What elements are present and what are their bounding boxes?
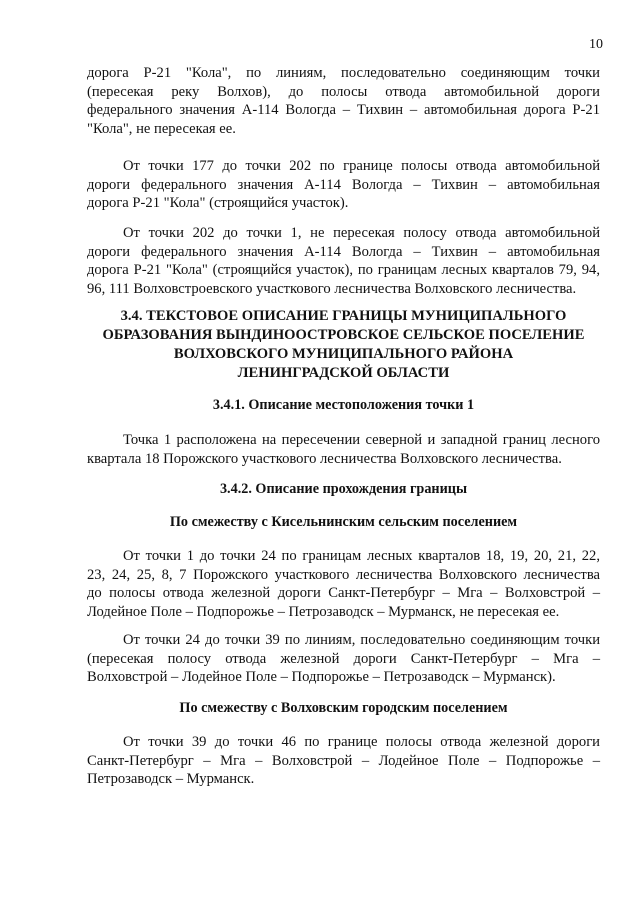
- paragraph-point-24-39: [87, 631, 600, 687]
- text-line: (пересекая полосу отвода железной дороги Санкт-Петербург – Мга –: [87, 650, 600, 667]
- heading-line: ЛЕНИНГРАДСКОЙ ОБЛАСТИ: [237, 365, 450, 381]
- text-line: От точки 177 до точки 202 по границе полосы отвода автомобильной: [123, 158, 600, 174]
- text-line: Петрозаводск – Мурманск.: [87, 771, 255, 788]
- text-line: 96, 111 Волховстроевского участкового лесничества Волховского лесничества.: [87, 280, 577, 297]
- text-line: дорога Р-21 "Кола" (строящийся участок).: [87, 195, 349, 212]
- paragraph-point-177-202: [87, 157, 600, 213]
- text-line: дорога Р-21 "Кола", по линиям, последовательно соединяющим точки: [87, 65, 600, 81]
- text-line: до полосы отвода железной дороги Санкт-Петербург – Мга – Волховстрой –: [87, 585, 600, 602]
- text-line: От точки 202 до точки 1, не пересекая полосу отвода автомобильной: [123, 225, 600, 241]
- text-line: От точки 39 до точки 46 по границе полосы отвода железной дороги: [123, 734, 600, 750]
- text-line: Точка 1 расположена на пересечении северной и западной границ лесного: [123, 432, 600, 448]
- page-number: 10: [589, 37, 603, 52]
- section-heading: [87, 307, 600, 383]
- paragraph-point-39-46: [87, 733, 600, 789]
- heading-line: 3.4. ТЕКСТОВОЕ ОПИСАНИЕ ГРАНИЦЫ МУНИЦИПАЛЬНОГО: [120, 308, 567, 324]
- heading-line: ОБРАЗОВАНИЯ ВЫНДИНООСТРОВСКОЕ СЕЛЬСКОЕ ПОСЕЛЕНИЕ: [102, 327, 585, 343]
- subsection-heading-341: 3.4.1. Описание местоположения точки 1: [212, 397, 475, 413]
- text-line: От точки 1 до точки 24 по границам лесных кварталов 18, 19, 20, 21, 22,: [123, 548, 600, 564]
- adjacency-heading-kiselninskoe: По смежеству с Кисельнинским сельским поселением: [169, 514, 518, 530]
- heading-line: ВОЛХОВСКОГО МУНИЦИПАЛЬНОГО РАЙОНА: [173, 346, 514, 362]
- text-line: Волховстрой – Лодейное Поле – Подпорожье – Петрозаводск – Мурманск).: [87, 669, 556, 686]
- text-line: Лодейное Поле – Подпорожье – Петрозаводск – Мурманск, не пересекая ее.: [87, 603, 560, 620]
- text-line: От точки 24 до точки 39 по линиям, последовательно соединяющим точки: [123, 632, 600, 648]
- adjacency-heading-volkhovskoe: По смежеству с Волховским городским поселением: [179, 700, 508, 716]
- text-line: Санкт-Петербург – Мга – Волховстрой – Лодейное Поле – Подпорожье –: [87, 752, 600, 769]
- text-line: дороги федерального значения А-114 Вологда – Тихвин – автомобильная: [87, 243, 600, 260]
- text-line: дорога Р-21 "Кола" (строящийся участок), по границам лесных кварталов 79, 94,: [87, 262, 600, 279]
- paragraph-point-202-1: [87, 224, 600, 298]
- text-line: 23, 24, 25, 8, 7 Порожского участкового лесничества Волховского лесничества: [87, 566, 600, 583]
- paragraph-continuation: [87, 64, 600, 138]
- text-line: "Кола", не пересекая ее.: [87, 120, 236, 137]
- subsection-heading-342: 3.4.2. Описание прохождения границы: [219, 481, 468, 497]
- paragraph-point-1-location: [87, 431, 600, 468]
- text-line: дороги федерального значения А-114 Вологда – Тихвин – автомобильная: [87, 176, 600, 193]
- text-line: квартала 18 Порожского участкового лесничества Волховского лесничества.: [87, 450, 562, 467]
- paragraph-point-1-24: [87, 547, 600, 621]
- text-line: (пересекая реку Волхов), до полосы отвода автомобильной дороги: [87, 83, 600, 100]
- text-line: федерального значения А-114 Вологда – Тихвин – автомобильная дорога Р-21: [87, 102, 600, 119]
